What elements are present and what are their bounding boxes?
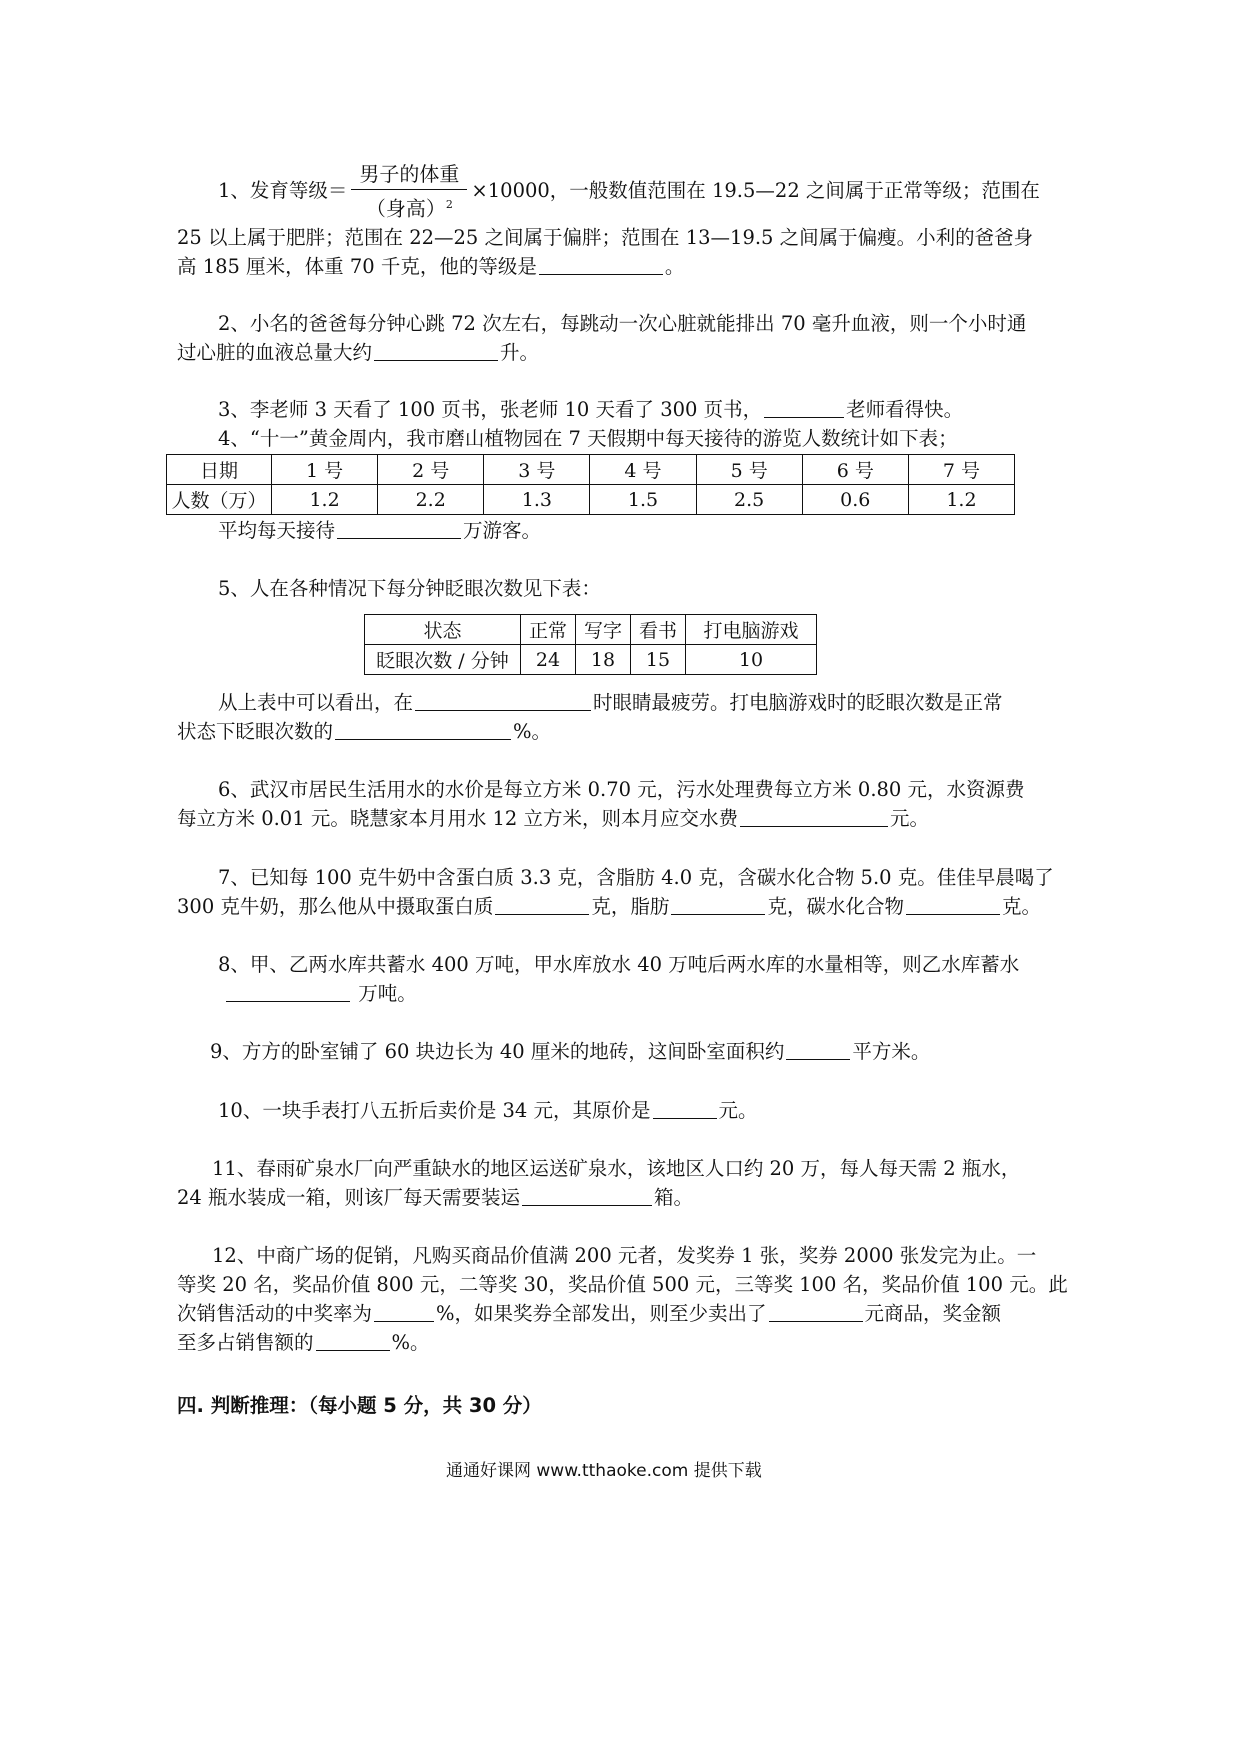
answer-blank-12a[interactable]	[374, 1303, 434, 1322]
blink-rate-table	[364, 614, 817, 675]
question-9: 9、方方的卧室铺了 60 块边长为 40 厘米的地砖，这间卧室面积约 平方米。	[210, 1040, 931, 1063]
question-1-line-2: 25 以上属于肥胖；范围在 22—25 之间属于偏胖；范围在 13—19.5 之间属于偏瘦。小利的爸爸身	[177, 226, 1034, 249]
question-12-line-3: 次销售活动的中奖率为 %，如果奖券全部发出，则至少卖出了 元商品，奖金额	[177, 1302, 1002, 1325]
footer-source: 通通好课网 www.tthaoke.com 提供下载	[446, 1461, 762, 1481]
question-5: 5、人在各种情况下每分钟眨眼次数见下表：	[218, 577, 601, 600]
question-8-line-2: 万吨。	[224, 982, 417, 1006]
question-4: 4、“十一”黄金周内，我市磨山植物园在 7 天假期中每天接待的游览人数统计如下表；	[218, 427, 958, 450]
exponent: 2	[445, 198, 453, 211]
answer-blank-5a[interactable]	[415, 692, 591, 711]
question-3: 3、李老师 3 天看了 100 页书，张老师 10 天看了 300 页书， 老师看得快。	[218, 398, 964, 421]
question-7-line-1: 7、已知每 100 克牛奶中含蛋白质 3.3 克，含脂肪 4.0 克，含碳水化合物 5.0 克。佳佳早晨喝了	[218, 866, 1054, 889]
question-2-line-1: 2、小名的爸爸每分钟心跳 72 次左右，每跳动一次心脏就能排出 70 毫升血液，则一个小时通	[218, 312, 1027, 335]
bmi-formula-fraction	[351, 162, 467, 221]
answer-blank-11[interactable]	[522, 1187, 652, 1206]
answer-blank-4[interactable]	[337, 520, 461, 539]
question-12-line-1: 12、中商广场的促销，凡购买商品价值满 200 元者，发奖券 1 张，奖券 2000 张发完为止。一	[212, 1244, 1037, 1267]
visitors-table	[166, 454, 1015, 515]
table-row: 状态 正常 写字 看书 打电脑游戏	[365, 615, 817, 645]
answer-blank-7c[interactable]	[906, 896, 1000, 915]
table-row: 眨眼次数 / 分钟 24 18 15 10	[365, 645, 817, 675]
answer-blank-8[interactable]	[226, 983, 350, 1002]
section-4-heading: 四. 判断推理：（每小题 5 分，共 30 分）	[177, 1394, 542, 1417]
answer-blank-7a[interactable]	[495, 896, 589, 915]
question-4-answer-line: 平均每天接待 万游客。	[218, 519, 542, 542]
question-1-line-1: 1、发育等级＝ $\frac{\text{男子的体重}}{(身高)^2}$ ×10000，一般数值范围在 19.5—22 之间属于正常等级；范围在	[218, 162, 1040, 221]
answer-blank-12b[interactable]	[769, 1303, 863, 1322]
question-8-line-1: 8、甲、乙两水库共蓄水 400 万吨，甲水库放水 40 万吨后两水库的水量相等，则乙水库蓄水	[218, 953, 1020, 976]
question-12-line-2: 等奖 20 名，奖品价值 800 元，二等奖 30，奖品价值 500 元，三等奖 100 名，奖品价值 100 元。此	[177, 1273, 1068, 1296]
answer-blank-7b[interactable]	[671, 896, 765, 915]
question-5-line-1: 从上表中可以看出，在 时眼睛最疲劳。打电脑游戏时的眨眼次数是正常	[218, 691, 1003, 714]
question-7-line-2: 300 克牛奶，那么他从中摄取蛋白质 克，脂肪 克，碳水化合物 克。	[177, 895, 1041, 918]
question-6-line-2: 每立方米 0.01 元。晓慧家本月用水 12 立方米，则本月应交水费 元。	[177, 807, 930, 830]
question-10: 10、一块手表打八五折后卖价是 34 元，其原价是 元。	[218, 1099, 758, 1122]
answer-blank-6[interactable]	[740, 808, 888, 827]
fraction-numerator: 男子的体重	[351, 162, 467, 190]
question-6-line-1: 6、武汉市居民生活用水的水价是每立方米 0.70 元，污水处理费每立方米 0.80 元，水资源费	[218, 778, 1025, 801]
question-11-line-1: 11、春雨矿泉水厂向严重缺水的地区运送矿泉水，该地区人口约 20 万，每人每天需 2 瓶水，	[212, 1157, 1021, 1180]
table-row: 人数（万） 1.2 2.2 1.3 1.5 2.5 0.6 1.2	[167, 485, 1015, 515]
answer-blank-5b[interactable]	[335, 721, 511, 740]
answer-blank-10[interactable]	[653, 1100, 717, 1119]
answer-blank-3[interactable]	[764, 399, 844, 418]
answer-blank-1[interactable]	[539, 256, 663, 275]
answer-blank-9[interactable]	[786, 1041, 850, 1060]
answer-blank-2[interactable]	[374, 342, 498, 361]
question-11-line-2: 24 瓶水装成一箱，则该厂每天需要装运 箱。	[177, 1186, 694, 1209]
question-5-line-2: 状态下眨眼次数的 %。	[177, 720, 552, 743]
answer-blank-12c[interactable]	[316, 1332, 390, 1351]
question-2-line-2: 过心脏的血液总量大约 升。	[177, 341, 540, 364]
table-row: 日期 1 号 2 号 3 号 4 号 5 号 6 号 7 号	[167, 455, 1015, 485]
fraction-denominator: （身高）$^2$	[365, 196, 453, 221]
question-1-line-3: 高 185 厘米，体重 70 千克，他的等级是 。	[177, 255, 685, 278]
question-12-line-4: 至多占销售额的 %。	[177, 1331, 430, 1354]
